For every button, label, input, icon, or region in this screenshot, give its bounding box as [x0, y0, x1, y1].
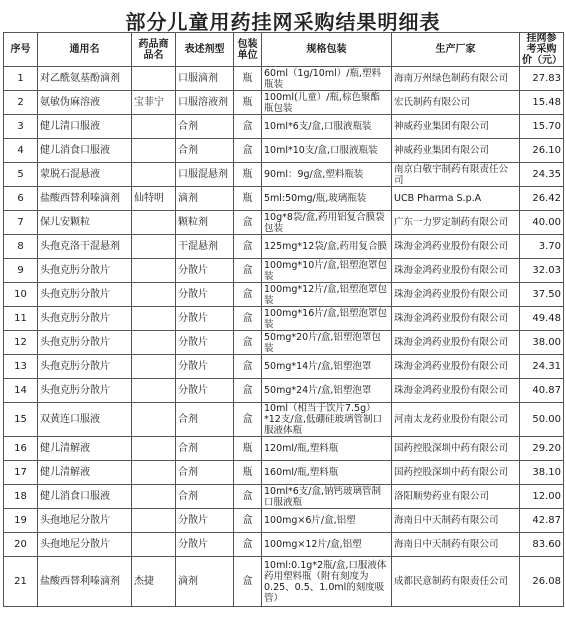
cell-trade-name: [132, 355, 176, 379]
table-row: [4, 509, 564, 533]
cell-dosage-form: 分散片: [176, 307, 234, 331]
cell-spec: 50mg*14片/盒,铝塑泡罩: [262, 355, 392, 379]
cell-trade-name: [132, 403, 176, 437]
cell-package-unit: 盒: [234, 403, 262, 437]
cell-package-unit: 盒: [234, 283, 262, 307]
cell-no: 19: [4, 509, 38, 533]
cell-spec: 60ml（1g/10ml）/瓶,塑料瓶装: [262, 67, 392, 91]
cell-price: 32.03: [520, 259, 564, 283]
cell-manufacturer: 珠海金鸿药业股份有限公司: [392, 235, 520, 259]
header-trade-name: 药品商品名: [132, 33, 176, 67]
header-package-unit: 包装单位: [234, 33, 262, 67]
cell-spec: 5ml:50mg/瓶,玻璃瓶装: [262, 187, 392, 211]
cell-no: 4: [4, 139, 38, 163]
cell-trade-name: [132, 163, 176, 187]
cell-generic-name: 对乙酰氨基酚滴剂: [38, 67, 132, 91]
cell-package-unit: 盒: [234, 485, 262, 509]
cell-dosage-form: 滴剂: [176, 557, 234, 607]
cell-package-unit: 盒: [234, 557, 262, 607]
cell-manufacturer: 神威药业集团有限公司: [392, 139, 520, 163]
cell-spec: 10ml*10支/盒,口服液瓶装: [262, 139, 392, 163]
cell-no: 7: [4, 211, 38, 235]
cell-trade-name: [132, 533, 176, 557]
cell-package-unit: 盒: [234, 211, 262, 235]
table-row: [4, 331, 564, 355]
cell-price: 49.48: [520, 307, 564, 331]
table-row: [4, 235, 564, 259]
cell-spec: 10ml*6支/盒,口服液瓶装: [262, 115, 392, 139]
cell-dosage-form: 合剂: [176, 403, 234, 437]
cell-dosage-form: 合剂: [176, 139, 234, 163]
cell-spec: 160ml/瓶,塑料瓶: [262, 461, 392, 485]
procurement-table: [3, 32, 564, 607]
cell-package-unit: 盒: [234, 533, 262, 557]
cell-generic-name: 头孢地尼分散片: [38, 533, 132, 557]
cell-manufacturer: 海南日中天制药有限公司: [392, 509, 520, 533]
cell-no: 5: [4, 163, 38, 187]
cell-manufacturer: 国药控股深圳中药有限公司: [392, 437, 520, 461]
table-body: [4, 67, 564, 607]
cell-generic-name: 头孢克肟分散片: [38, 379, 132, 403]
cell-spec: 10ml*6支/盒,钠钙玻璃管制口服液瓶: [262, 485, 392, 509]
cell-price: 37.50: [520, 283, 564, 307]
cell-no: 20: [4, 533, 38, 557]
header-spec: 规格包装: [262, 33, 392, 67]
cell-price: 83.60: [520, 533, 564, 557]
cell-generic-name: 健儿消食口服液: [38, 485, 132, 509]
table-row: [4, 307, 564, 331]
cell-generic-name: 健儿清解液: [38, 437, 132, 461]
cell-package-unit: 瓶: [234, 67, 262, 91]
cell-dosage-form: 分散片: [176, 283, 234, 307]
cell-trade-name: [132, 283, 176, 307]
cell-manufacturer: 珠海金鸿药业股份有限公司: [392, 379, 520, 403]
cell-no: 14: [4, 379, 38, 403]
cell-trade-name: [132, 115, 176, 139]
table-row: [4, 403, 564, 437]
cell-trade-name: [132, 485, 176, 509]
cell-manufacturer: 珠海金鸿药业股份有限公司: [392, 259, 520, 283]
cell-no: 18: [4, 485, 38, 509]
cell-manufacturer: 珠海金鸿药业股份有限公司: [392, 307, 520, 331]
cell-generic-name: 健儿清口服液: [38, 115, 132, 139]
cell-dosage-form: 合剂: [176, 485, 234, 509]
cell-dosage-form: 合剂: [176, 115, 234, 139]
cell-generic-name: 盐酸西替利嗪滴剂: [38, 557, 132, 607]
cell-trade-name: [132, 437, 176, 461]
cell-package-unit: 盒: [234, 139, 262, 163]
cell-trade-name: [132, 379, 176, 403]
cell-trade-name: [132, 331, 176, 355]
header-dosage-form: 表述剂型: [176, 33, 234, 67]
header-price: 挂网参考采购价（元）: [520, 33, 564, 67]
cell-generic-name: 健儿消食口服液: [38, 139, 132, 163]
cell-spec: 100mg×12片/盒,铝塑: [262, 533, 392, 557]
cell-generic-name: 双黄连口服液: [38, 403, 132, 437]
table-row: [4, 437, 564, 461]
cell-no: 16: [4, 437, 38, 461]
cell-no: 12: [4, 331, 38, 355]
cell-manufacturer: 成都民意制药有限责任公司: [392, 557, 520, 607]
cell-price: 15.70: [520, 115, 564, 139]
cell-no: 17: [4, 461, 38, 485]
cell-no: 9: [4, 259, 38, 283]
table-row: [4, 91, 564, 115]
cell-package-unit: 盒: [234, 235, 262, 259]
table-row: [4, 163, 564, 187]
cell-price: 12.00: [520, 485, 564, 509]
cell-no: 8: [4, 235, 38, 259]
table-row: [4, 557, 564, 607]
cell-package-unit: 瓶: [234, 437, 262, 461]
cell-manufacturer: 国药控股深圳中药有限公司: [392, 461, 520, 485]
cell-price: 50.00: [520, 403, 564, 437]
table-row: [4, 355, 564, 379]
cell-dosage-form: 口服滴剂: [176, 67, 234, 91]
cell-trade-name: [132, 509, 176, 533]
cell-spec: 10ml:0.1g*2瓶/盒,口服液体药用塑料瓶（附有刻度为0.25、0.5、1.0ml的刻度吸管）: [262, 557, 392, 607]
cell-dosage-form: 分散片: [176, 509, 234, 533]
cell-spec: 50mg*24片/盒,铝塑泡罩: [262, 379, 392, 403]
cell-price: 15.48: [520, 91, 564, 115]
cell-spec: 125mg*12袋/盒,药用复合膜: [262, 235, 392, 259]
table-row: [4, 115, 564, 139]
cell-price: 24.31: [520, 355, 564, 379]
cell-package-unit: 盒: [234, 115, 262, 139]
cell-dosage-form: 颗粒剂: [176, 211, 234, 235]
cell-price: 27.83: [520, 67, 564, 91]
cell-spec: 100mg*10片/盒,铝塑泡罩包装: [262, 259, 392, 283]
cell-generic-name: 氨敏伪麻溶液: [38, 91, 132, 115]
cell-package-unit: 瓶: [234, 461, 262, 485]
cell-generic-name: 头孢克肟分散片: [38, 259, 132, 283]
cell-generic-name: 保儿安颗粒: [38, 211, 132, 235]
cell-price: 24.35: [520, 163, 564, 187]
cell-dosage-form: 分散片: [176, 355, 234, 379]
cell-generic-name: 头孢克肟分散片: [38, 283, 132, 307]
cell-price: 40.87: [520, 379, 564, 403]
cell-trade-name: [132, 139, 176, 163]
cell-manufacturer: 南京白敬宇制药有限责任公司: [392, 163, 520, 187]
cell-trade-name: 杰捷: [132, 557, 176, 607]
cell-generic-name: 头孢克洛干混悬剂: [38, 235, 132, 259]
cell-no: 3: [4, 115, 38, 139]
cell-trade-name: [132, 461, 176, 485]
cell-dosage-form: 分散片: [176, 533, 234, 557]
cell-no: 10: [4, 283, 38, 307]
cell-no: 15: [4, 403, 38, 437]
cell-dosage-form: 合剂: [176, 437, 234, 461]
header-no: 序号: [4, 33, 38, 67]
cell-no: 2: [4, 91, 38, 115]
cell-package-unit: 瓶: [234, 187, 262, 211]
table-row: [4, 533, 564, 557]
cell-trade-name: 仙特明: [132, 187, 176, 211]
cell-trade-name: [132, 259, 176, 283]
cell-no: 11: [4, 307, 38, 331]
header-generic-name: 通用名: [38, 33, 132, 67]
cell-spec: 100mg*16片/盒,铝塑泡罩包装: [262, 307, 392, 331]
cell-spec: 10g*8袋/盒,药用铝复合膜袋包装: [262, 211, 392, 235]
cell-manufacturer: 宏氏制药有限公司: [392, 91, 520, 115]
table-row: [4, 259, 564, 283]
cell-price: 40.00: [520, 211, 564, 235]
cell-dosage-form: 合剂: [176, 461, 234, 485]
header-manufacturer: 生产厂家: [392, 33, 520, 67]
cell-spec: 120ml/瓶,塑料瓶: [262, 437, 392, 461]
cell-generic-name: 盐酸西替利嗪滴剂: [38, 187, 132, 211]
cell-spec: 100mg×6片/盒,铝塑: [262, 509, 392, 533]
table-row: [4, 187, 564, 211]
cell-manufacturer: 神威药业集团有限公司: [392, 115, 520, 139]
cell-manufacturer: UCB Pharma S.p.A: [392, 187, 520, 211]
cell-generic-name: 健儿清解液: [38, 461, 132, 485]
cell-spec: 10ml（相当于饮片7.5g）*12支/盒,低硼硅玻璃管制口服液体瓶: [262, 403, 392, 437]
cell-package-unit: 盒: [234, 331, 262, 355]
cell-trade-name: [132, 211, 176, 235]
cell-dosage-form: 口服混悬剂: [176, 163, 234, 187]
cell-trade-name: 宝菲宁: [132, 91, 176, 115]
cell-spec: 90ml：9g/盒,塑料瓶装: [262, 163, 392, 187]
cell-manufacturer: 洛阳顺势药业有限公司: [392, 485, 520, 509]
cell-no: 6: [4, 187, 38, 211]
page-title: 部分儿童用药挂网采购结果明细表: [125, 10, 441, 34]
cell-manufacturer: 海南日中天制药有限公司: [392, 533, 520, 557]
cell-generic-name: 头孢克肟分散片: [38, 331, 132, 355]
cell-package-unit: 盒: [234, 509, 262, 533]
cell-spec: 100mg*12片/盒,铝塑泡罩包装: [262, 283, 392, 307]
cell-trade-name: [132, 307, 176, 331]
cell-spec: 50mg*20片/盒,铝塑泡罩包装: [262, 331, 392, 355]
table-row: [4, 67, 564, 91]
table-row: [4, 139, 564, 163]
cell-dosage-form: 分散片: [176, 331, 234, 355]
cell-price: 26.10: [520, 139, 564, 163]
cell-package-unit: 瓶: [234, 163, 262, 187]
cell-price: 3.70: [520, 235, 564, 259]
cell-package-unit: 盒: [234, 379, 262, 403]
cell-manufacturer: 河南太龙药业股份有限公司: [392, 403, 520, 437]
table-row: [4, 485, 564, 509]
cell-dosage-form: 口服溶液剂: [176, 91, 234, 115]
cell-price: 42.87: [520, 509, 564, 533]
table-row: [4, 461, 564, 485]
cell-package-unit: 盒: [234, 307, 262, 331]
cell-manufacturer: 海南万州绿色制药有限公司: [392, 67, 520, 91]
cell-trade-name: [132, 235, 176, 259]
cell-dosage-form: 干混悬剂: [176, 235, 234, 259]
cell-generic-name: 头孢克肟分散片: [38, 307, 132, 331]
cell-price: 38.00: [520, 331, 564, 355]
cell-dosage-form: 分散片: [176, 379, 234, 403]
cell-price: 38.10: [520, 461, 564, 485]
cell-price: 26.42: [520, 187, 564, 211]
table-row: [4, 283, 564, 307]
cell-trade-name: [132, 67, 176, 91]
cell-generic-name: 蒙脱石混悬液: [38, 163, 132, 187]
cell-no: 1: [4, 67, 38, 91]
cell-generic-name: 头孢克肟分散片: [38, 355, 132, 379]
cell-price: 26.08: [520, 557, 564, 607]
cell-no: 13: [4, 355, 38, 379]
cell-no: 21: [4, 557, 38, 607]
cell-dosage-form: 滴剂: [176, 187, 234, 211]
cell-package-unit: 盒: [234, 259, 262, 283]
cell-manufacturer: 珠海金鸿药业股份有限公司: [392, 283, 520, 307]
cell-dosage-form: 分散片: [176, 259, 234, 283]
cell-manufacturer: 广东一力罗定制药有限公司: [392, 211, 520, 235]
cell-manufacturer: 珠海金鸿药业股份有限公司: [392, 355, 520, 379]
table-header-row: [4, 33, 564, 67]
cell-package-unit: 瓶: [234, 91, 262, 115]
cell-manufacturer: 珠海金鸿药业股份有限公司: [392, 331, 520, 355]
cell-spec: 100ml(儿童）/瓶,棕色聚酯瓶包装: [262, 91, 392, 115]
cell-package-unit: 盒: [234, 355, 262, 379]
cell-price: 29.20: [520, 437, 564, 461]
cell-generic-name: 头孢地尼分散片: [38, 509, 132, 533]
table-row: [4, 379, 564, 403]
table-row: [4, 211, 564, 235]
